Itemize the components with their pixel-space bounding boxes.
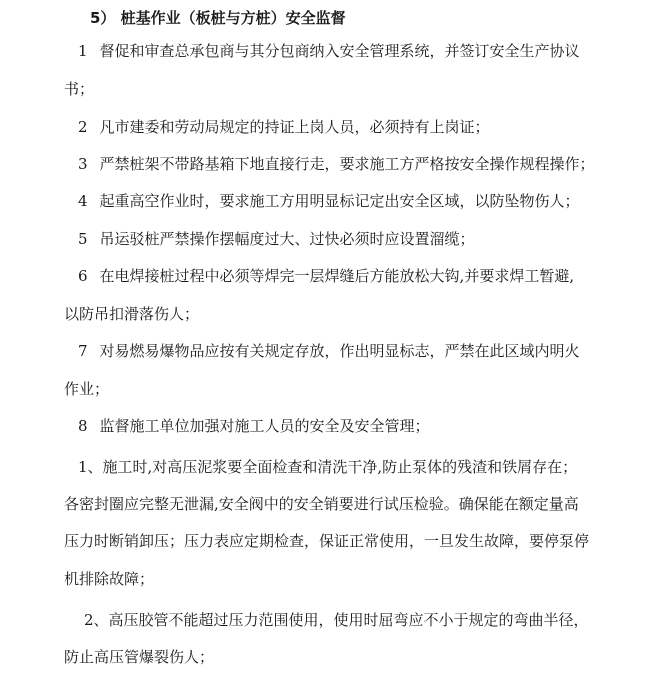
list-item-4 bbox=[78, 191, 580, 211]
paragraph-1-line-3: 压力时断销卸压；压力表应定期检查，保证正常使用，一旦发生故障，要停泵停 bbox=[64, 532, 590, 550]
list-item-7 bbox=[78, 341, 580, 361]
list-item-3 bbox=[78, 154, 595, 174]
list-item-6 bbox=[78, 266, 574, 286]
paragraph-2-line-1: 2、高压胶管不能超过压力范围使用，使用时屈弯应不小于规定的弯曲半径， bbox=[84, 611, 589, 629]
item-number: 3 bbox=[78, 155, 88, 173]
item-text: 在电焊接桩过程中必须等焊完一层焊缝后方能放松大钩,并要求焊工暂避, bbox=[99, 267, 575, 285]
item-text: 督促和审查总承包商与其分包商纳入安全管理系统，并签订安全生产协议 bbox=[99, 42, 580, 60]
item-text: 严禁桩架不带路基箱下地直接行走，要求施工方严格按安全操作规程操作； bbox=[99, 155, 595, 173]
section-heading: 5） 桩基作业（板桩与方桩）安全监督 bbox=[90, 9, 346, 27]
list-item-6-continued: 以防吊扣滑落伤人； bbox=[64, 305, 200, 323]
list-item-7-continued: 作业； bbox=[64, 380, 110, 398]
item-number: 4 bbox=[78, 192, 88, 210]
list-item-5 bbox=[78, 229, 475, 249]
item-number: 1 bbox=[78, 42, 88, 60]
paragraph-1-line-2: 各密封圈应完整无泄漏,安全阀中的安全销要进行试压检验。确保能在额定量高 bbox=[64, 495, 579, 513]
list-item-1 bbox=[78, 41, 580, 61]
item-number: 6 bbox=[78, 267, 88, 285]
item-text: 吊运驳桩严禁操作摆幅度过大、过快必须时应设置溜缆； bbox=[99, 230, 475, 248]
item-text: 对易燃易爆物品应按有关规定存放，作出明显标志，严禁在此区域内明火 bbox=[99, 342, 580, 360]
paragraph-1-line-1: 1、施工时,对高压泥浆要全面检查和清洗干净,防止泵体的残渣和铁屑存在； bbox=[78, 458, 578, 476]
item-number: 8 bbox=[78, 417, 88, 435]
item-text: 凡市建委和劳动局规定的持证上岗人员，必须持有上岗证； bbox=[99, 118, 490, 136]
item-number: 5 bbox=[78, 230, 88, 248]
item-number: 2 bbox=[78, 118, 88, 136]
item-text: 起重高空作业时，要求施工方用明显标记定出安全区域，以防坠物伤人； bbox=[99, 192, 580, 210]
item-text: 监督施工单位加强对施工人员的安全及安全管理； bbox=[99, 417, 430, 435]
list-item-2 bbox=[78, 117, 490, 137]
list-item-8 bbox=[78, 416, 430, 436]
item-number: 7 bbox=[78, 342, 88, 360]
paragraph-1-line-4: 机排除故障； bbox=[64, 570, 155, 588]
paragraph-2-line-2: 防止高压管爆裂伤人； bbox=[64, 648, 215, 666]
list-item-1-continued: 书； bbox=[64, 80, 95, 98]
